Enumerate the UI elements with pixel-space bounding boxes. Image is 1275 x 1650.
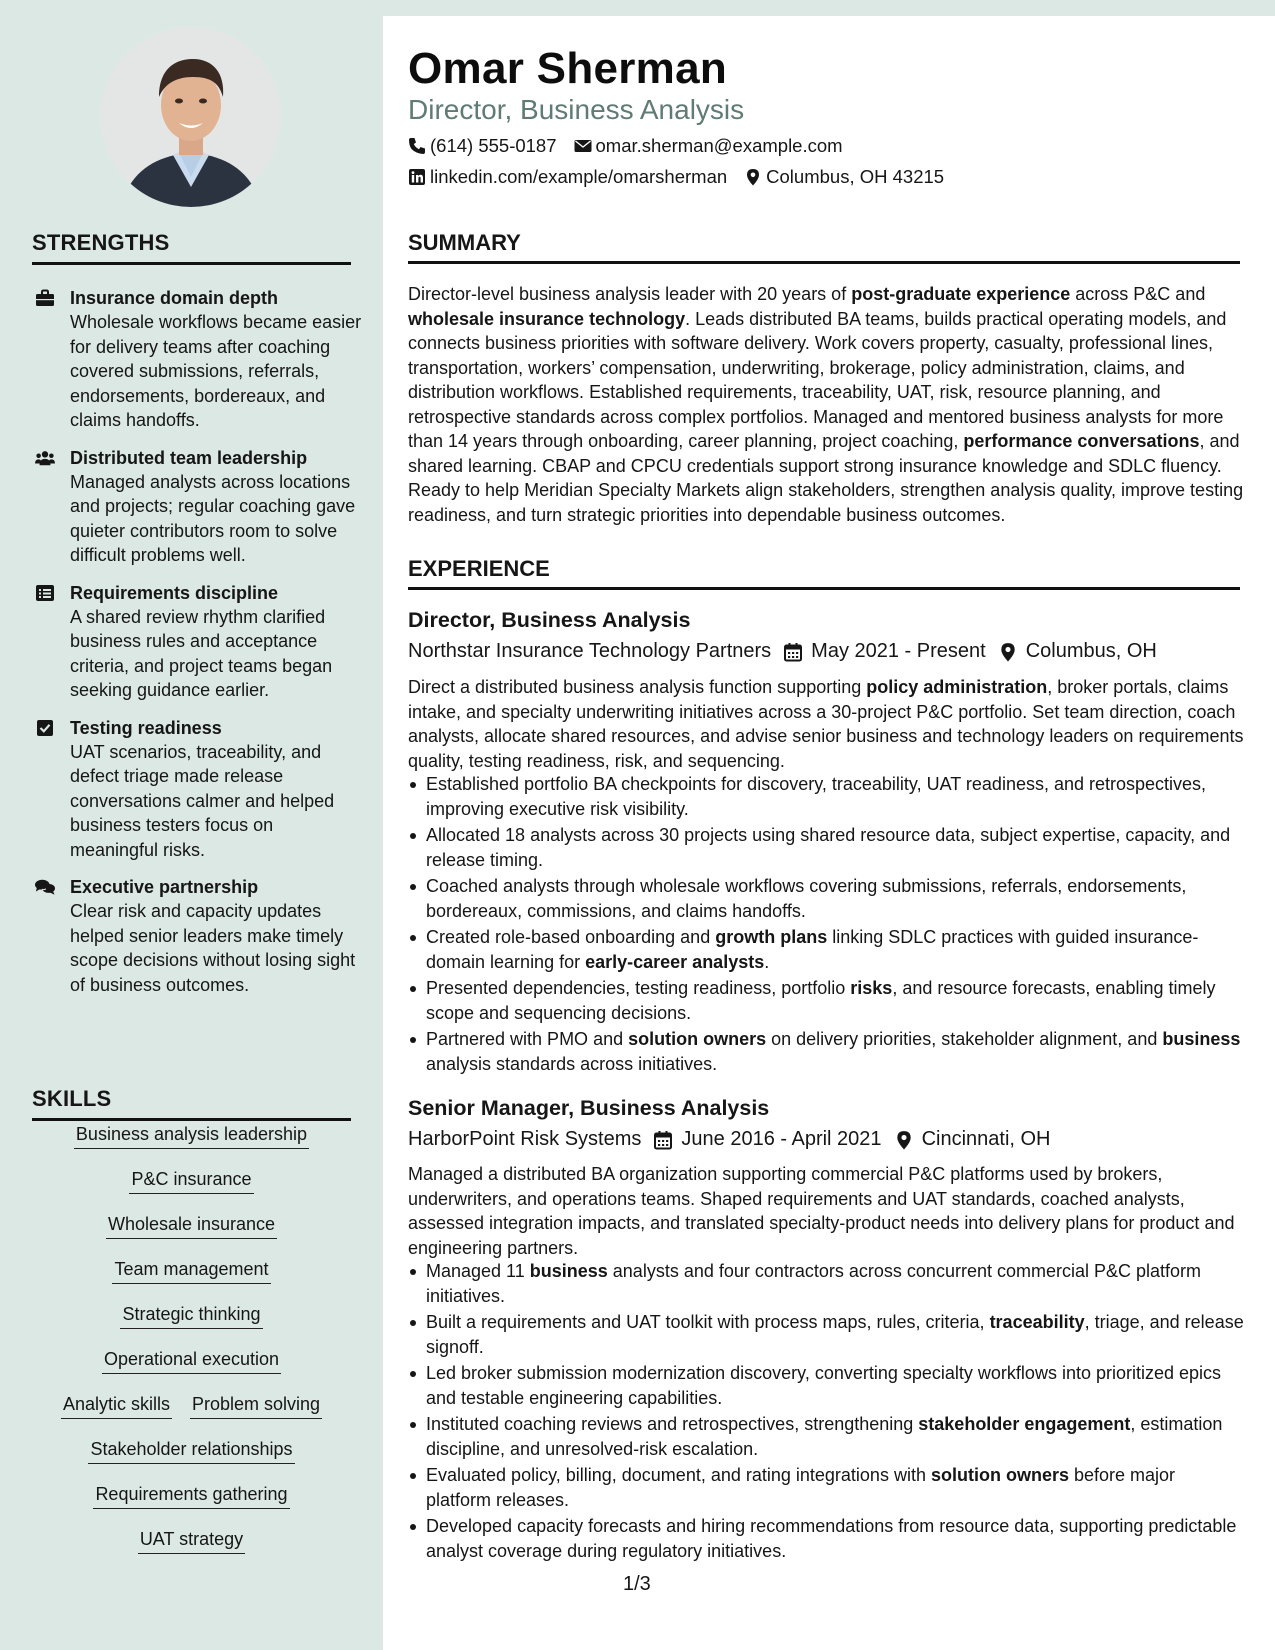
strength-title: Testing readiness [70,717,222,738]
strength-desc: Clear risk and capacity updates helped senior leaders make timely scope decisions without losing sight of business outcomes. [70,901,356,995]
skill-tag: P&C insurance [129,1169,253,1194]
strength-item [32,446,362,568]
strengths-heading: STRENGTHS [32,230,351,265]
comments-icon [32,875,58,997]
map-pin-icon [998,642,1018,662]
job-meta [408,1128,1063,1151]
job-meta [408,640,1169,663]
text-run: . [764,951,770,972]
experience-heading: EXPERIENCE [408,556,1240,590]
strengths-list [32,286,362,1010]
users-icon [32,446,58,568]
checkbox-icon [32,716,58,863]
strength-title: Requirements discipline [70,582,279,603]
text-run: Director-level business analysis leader with 20 years of [408,284,852,304]
text-run: Created role-based onboarding and [426,927,716,947]
bullet-item [408,1514,1244,1563]
bold-text: business [1162,1029,1241,1049]
list-icon [32,581,58,703]
job-intro [408,675,1244,773]
job-dates [653,1128,881,1151]
location-contact [744,166,944,188]
bullet-item [408,1463,1244,1512]
page-number: 1/3 [623,1573,651,1595]
location-text: Cincinnati, OH [921,1128,1051,1150]
text-run: Managed a distributed BA organization supporting commercial P&C platforms used by brokers, underwriters, and operations teams. Shaped requirements and UAT standards, coached analysts, assessed integration impacts, and translated specialty-product needs into delivery plans for product and engineering partners. [408,1164,1235,1258]
avatar [101,27,281,207]
text-run: . Leads distributed BA teams, builds practical operating models, and connects business priorities with software delivery. Work covers property, casualty, professional lines, transportation, workers’ compensation, underwriting, brokerage, policy administration, claims, and distribution workflows. Established requirements, traceability, UAT, risk, resource planning, and retrospective standards across complex portfolios. Managed and mentored business analysts for more than 14 years through onboarding, career planning, project coaching, [408,308,1227,451]
dates-text: May 2021 - Present [811,640,986,662]
text-run: Established portfolio BA checkpoints for discovery, traceability, UAT readiness, and retrospectives, improving executive risk visibility. [426,774,1207,819]
bold-text: post-graduate experience [851,284,1071,304]
strength-title: Executive partnership [70,877,259,897]
briefcase-icon [32,286,58,433]
text-run: linking SDLC practices with guided insurance-domain learning for [426,927,1199,972]
summary-heading: SUMMARY [408,230,1240,264]
skill-tag: Wholesale insurance [106,1214,277,1239]
bold-text: business [529,1261,608,1281]
email-contact[interactable] [574,135,843,157]
text-run: Led broker submission modernization discovery, converting specialty workflows into prioritized epics and testable engineering capabilities. [426,1363,1222,1408]
main-content [383,16,1275,1650]
skill-tag: Business analysis leadership [74,1124,309,1149]
job-dates [783,640,986,663]
bold-text: risks [850,978,893,998]
linkedin-contact[interactable] [408,166,727,188]
bullet-item [408,772,1244,821]
skills-heading: SKILLS [32,1086,351,1121]
strength-title: Insurance domain depth [70,288,279,308]
strength-desc: A shared review rhythm clarified business rules and acceptance criteria, and project teams began seeking guidance earlier. [70,606,333,700]
strength-desc: Managed analysts across locations and projects; regular coaching gave quieter contributors room to solve difficult problems well. [70,471,356,565]
skill-tag: Operational execution [102,1349,281,1374]
company-name: HarborPoint Risk Systems [408,1128,642,1150]
candidate-role: Director, Business Analysis [408,94,745,125]
linkedin-icon [408,168,426,186]
job-bullets [408,1259,1244,1565]
bullet-item [408,1027,1244,1076]
phone-icon [408,137,426,155]
phone-contact[interactable] [408,135,557,157]
bullet-item [408,823,1244,872]
job-bullets [408,772,1244,1078]
text-run: Presented dependencies, testing readiness, portfolio [426,978,851,998]
text-run: , and shared learning. CBAP and CPCU credentials support strong insurance knowledge and SDLC fluency. Ready to help Meridian Specialty Markets align stakeholders, strengthen analysis quality, improve testing readiness, and turn strategic priorities into dependable business outcomes. [408,431,1244,525]
text-run: on delivery priorities, stakeholder alignment, and [766,1029,1163,1049]
text-run: Built a requirements and UAT toolkit with process maps, rules, criteria, [426,1312,990,1332]
bullet-item [408,1361,1244,1410]
strength-desc: Wholesale workflows became easier for delivery teams after coaching covered submissions, referrals, endorsements, bordereaux, and claims handoffs. [70,312,362,430]
strength-title: Distributed team leadership [70,447,308,468]
text-run: across P&C and [1070,284,1206,304]
strength-item [32,581,362,703]
skill-tag: UAT strategy [138,1529,245,1554]
bold-text: solution owners [930,1465,1069,1485]
phone-text: (614) 555-0187 [430,135,557,156]
text-run: Direct a distributed business analysis function supporting [408,677,867,697]
bold-text: wholesale insurance technology [408,308,686,329]
skill-tag: Requirements gathering [93,1484,289,1509]
text-run: Evaluated policy, billing, document, and rating integrations with [426,1465,931,1485]
strength-item [32,716,362,863]
location-text: Columbus, OH [1025,640,1157,662]
bold-text: traceability [989,1312,1085,1332]
linkedin-text: linkedin.com/example/omarsherman [430,166,728,187]
calendar-icon [653,1130,673,1150]
text-run: Managed 11 [426,1261,530,1281]
map-pin-icon [744,168,762,186]
strength-item [32,286,362,433]
skill-tag: Team management [112,1259,270,1284]
job-intro [408,1162,1244,1260]
bullet-item [408,1310,1244,1359]
envelope-icon [574,137,592,155]
bullet-item [408,1412,1244,1461]
calendar-icon [783,642,803,662]
map-pin-icon [894,1130,914,1150]
text-run: , broker portals, claims intake, and specialty underwriting initiatives across a 30-project P&C portfolio. Set team direction, coach analysts, allocate shared resources, and advise senior business and technology leaders on requirements quality, testing readiness, risk, and sequencing. [408,677,1244,771]
skill-tag: Problem solving [190,1394,322,1419]
sidebar [0,0,383,1650]
text-run: , estimation discipline, and unresolved-risk escalation. [426,1414,1223,1459]
job-title: Director, Business Analysis [408,608,691,632]
text-run: Allocated 18 analysts across 30 projects using shared resource data, subject expertise, capacity, and release timing. [426,825,1231,870]
email-text: omar.sherman@example.com [595,135,843,156]
contact-row-1 [408,135,860,157]
bullet-item [408,925,1244,974]
candidate-name: Omar Sherman [408,44,728,93]
bold-text: performance conversations [963,431,1200,451]
summary-text [408,282,1244,527]
profile-photo [101,27,281,207]
location-text: Columbus, OH 43215 [766,166,945,187]
bullet-item [408,976,1244,1025]
job-location [894,1128,1051,1151]
strength-item [32,875,362,997]
text-run: before major platform releases. [426,1465,1176,1510]
company-name: Northstar Insurance Technology Partners [408,640,772,662]
text-run: Developed capacity forecasts and hiring recommendations from resource data, supporting predictable analyst coverage during regulatory initiatives. [426,1516,1237,1561]
bold-text: solution owners [628,1029,767,1049]
strength-desc: UAT scenarios, traceability, and defect triage made release conversations calmer and helped business testers focus on meaningful risks. [70,741,335,860]
text-run: Partnered with PMO and [426,1029,629,1049]
text-run: , and resource forecasts, enabling timely scope and sequencing decisions. [426,978,1216,1023]
bold-text: policy administration [866,677,1048,697]
skills-list [32,1124,351,1574]
bold-text: stakeholder engagement [918,1414,1131,1434]
text-run: Instituted coaching reviews and retrospectives, strengthening [426,1414,919,1434]
job-location [998,640,1157,663]
contact-row-2 [408,166,961,188]
text-run: Coached analysts through wholesale workflows covering submissions, referrals, endorsements, bordereaux, commissions, and claims handoffs. [426,876,1187,921]
bold-text: early-career analysts [585,951,765,972]
skill-tag: Stakeholder relationships [88,1439,294,1464]
bullet-item [408,1259,1244,1308]
text-run: analysts and four contractors across concurrent commercial P&C platform initiatives. [426,1261,1202,1306]
bold-text: growth plans [715,927,828,947]
text-run: , triage, and release signoff. [426,1312,1244,1357]
skill-tag: Strategic thinking [120,1304,262,1329]
skill-tag: Analytic skills [61,1394,172,1419]
bullet-item [408,874,1244,923]
job-title: Senior Manager, Business Analysis [408,1096,770,1120]
dates-text: June 2016 - April 2021 [681,1128,882,1150]
text-run: analysis standards across initiatives. [426,1053,718,1074]
